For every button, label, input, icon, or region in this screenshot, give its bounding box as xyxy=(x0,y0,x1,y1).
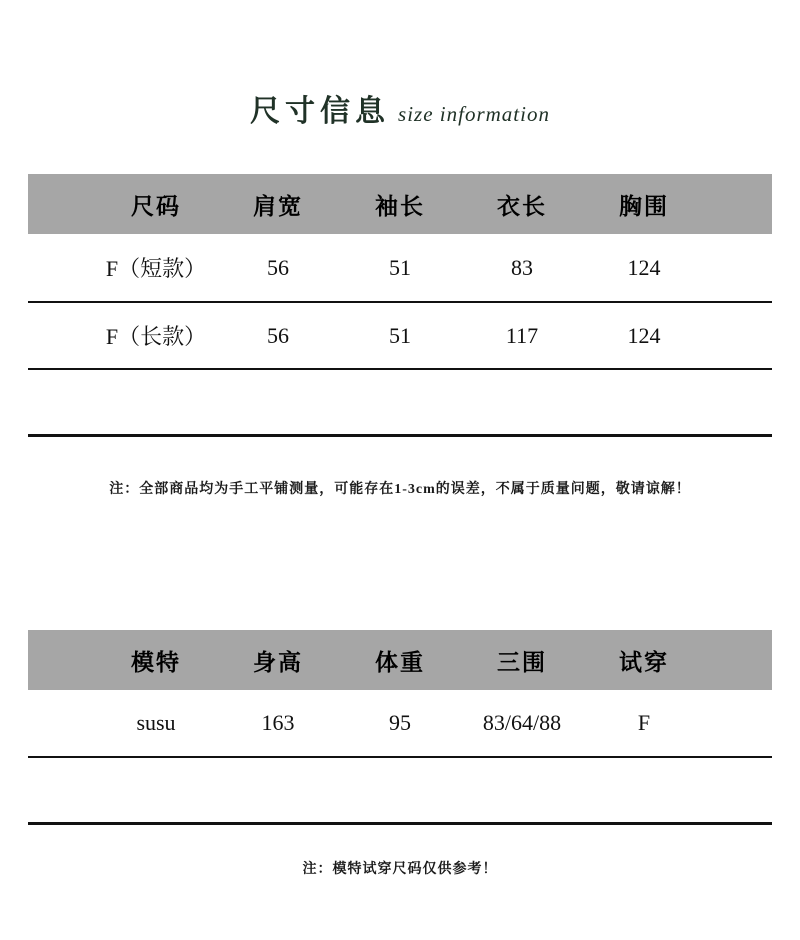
model-table-empty-row xyxy=(28,758,772,825)
model-table-header-tryon: 试穿 xyxy=(619,649,669,675)
model-height-value: 163 xyxy=(261,710,295,735)
model-table-header-weight: 体重 xyxy=(375,649,425,675)
size-table-row-short xyxy=(28,234,772,303)
length-value: 83 xyxy=(511,254,533,280)
size-value: F（长款） xyxy=(105,324,207,349)
bust-value: 124 xyxy=(627,322,661,348)
model-table-header-height: 身高 xyxy=(253,649,303,675)
size-table-header-bust: 胸围 xyxy=(619,193,669,219)
size-table-header-row xyxy=(28,174,772,234)
size-value: F（短款） xyxy=(105,256,207,281)
page-title-english: size information xyxy=(398,102,550,126)
shoulder-value: 56 xyxy=(267,322,289,348)
bust-value: 124 xyxy=(627,254,661,280)
measurement-note: 注：全部商品均为手工平铺测量，可能存在1-3cm的误差，不属于质量问题，敬请谅解！ xyxy=(109,482,691,497)
model-table-row xyxy=(28,690,772,758)
size-table-empty-row xyxy=(28,370,772,437)
model-tryon-value: F xyxy=(637,710,651,735)
size-table-header-sleeve: 袖长 xyxy=(375,193,425,219)
page-title-chinese: 尺寸信息 xyxy=(250,95,391,128)
model-weight-value: 95 xyxy=(389,710,411,735)
size-table-header-size: 尺码 xyxy=(131,193,181,219)
size-table-row-long xyxy=(28,303,772,370)
shoulder-value: 56 xyxy=(267,254,289,280)
tryon-note: 注：模特试穿尺码仅供参考！ xyxy=(302,862,498,877)
length-value: 117 xyxy=(505,322,539,348)
size-table xyxy=(28,174,772,437)
model-measurements-value: 83/64/88 xyxy=(482,710,562,735)
page-title xyxy=(0,86,800,136)
model-table-header-model: 模特 xyxy=(131,649,181,675)
size-table-header-length: 衣长 xyxy=(497,193,547,219)
model-table xyxy=(28,630,772,825)
model-table-header-measurements: 三围 xyxy=(497,649,547,675)
sleeve-value: 51 xyxy=(389,254,411,280)
model-table-header-row xyxy=(28,630,772,690)
size-table-header-shoulder: 肩宽 xyxy=(253,193,303,219)
sleeve-value: 51 xyxy=(389,322,411,348)
model-name-value: susu xyxy=(136,710,176,735)
